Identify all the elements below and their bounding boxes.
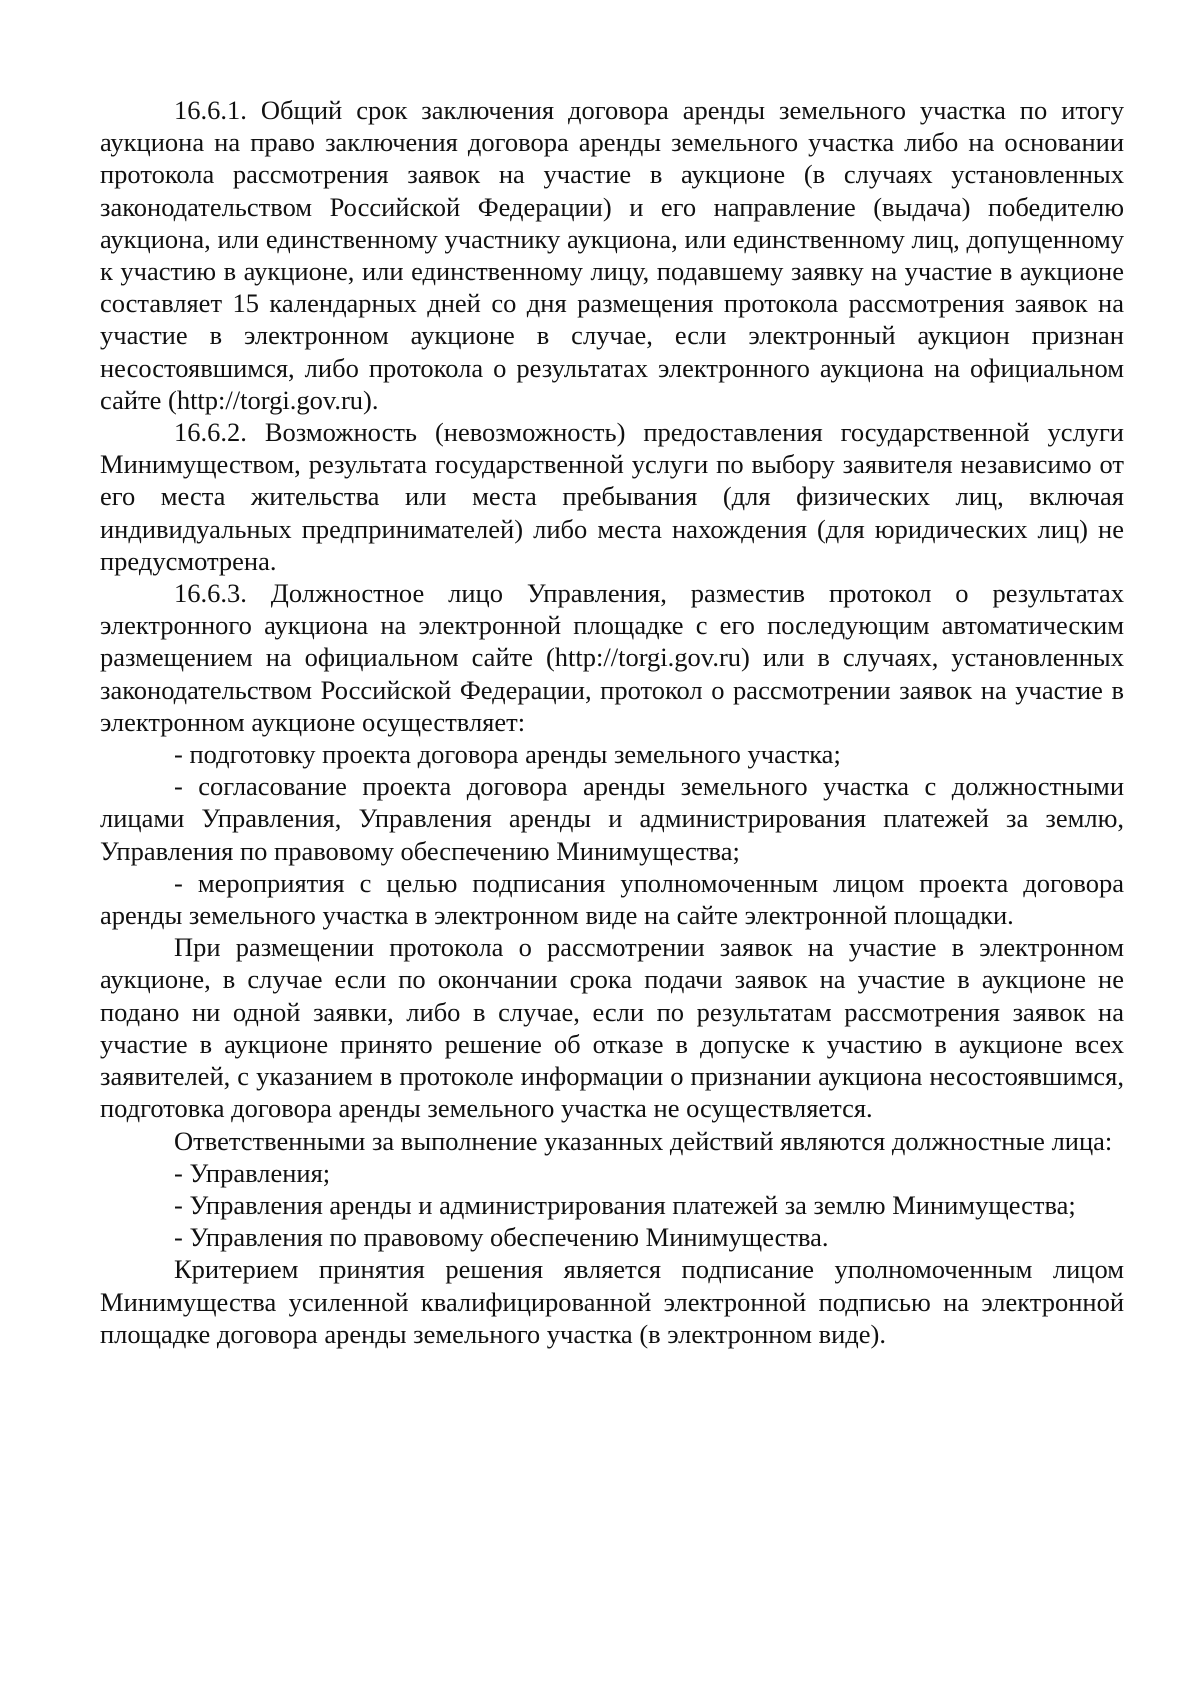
- list-item-lease-management: - Управления аренды и администрирования платежей за землю Минимущества;: [174, 1189, 1076, 1220]
- paragraph-no-applications: При размещении протокола о рассмотрении заявок на участие в электронном аукционе, в случае если по окончании срока подачи заявок на участие в аукционе не подано ни одной заявки, либо в случае, если по результатам рассмотрения заявок на участие в аукционе принято решение об отказе в допуске к участию в аукционе всех заявителей, с указанием в протоколе информации о признании аукциона несостоявшимся, подготовка договора аренды земельного участка не осуществляется.: [100, 932, 1124, 1124]
- paragraph-16-6-1: 16.6.1. Общий срок заключения договора аренды земельного участка по итогу аукциона на право заключения договора аренды земельного участка либо на основании протокола рассмотрения заявок на участие в аукционе (в случаях установленных законодательством Российской Федерации) и его направление (выдача) победителю аукциона, или единственному участнику аукциона, или единственному лиц, допущенному к участию в аукционе, или единственному лицу, подавшему заявку на участие в аукционе составляет 15 календарных дней со дня размещения протокола рассмотрения заявок на участие в электронном аукционе в случае, если электронный аукцион признан несостоявшимся, либо протокола о результатах электронного аукциона на официальном сайте (http://torgi.gov.ru).: [100, 95, 1124, 415]
- list-item-approval: - согласование проекта договора аренды земельного участка с должностными лицами Управления, Управления аренды и администрирования платежей за землю, Управления по правовому обеспечению Минимущества;: [100, 771, 1124, 866]
- list-item-draft-contract: - подготовку проекта договора аренды земельного участка;: [174, 739, 841, 770]
- paragraph-responsible-persons: Ответственными за выполнение указанных действий являются должностные лица:: [174, 1125, 1113, 1156]
- paragraph-16-6-2: 16.6.2. Возможность (невозможность) предоставления государственной услуги Минимуществом, результата государственной услуги по выбору заявителя независимо от его места жительства или места пребывания (для физических лиц, включая индивидуальных предпринимателей) либо места нахождения (для юридических лиц) не предусмотрена.: [100, 417, 1124, 576]
- list-item-signing: - мероприятия с целью подписания уполномоченным лицом проекта договора аренды земельного участка в электронном виде на сайте электронной площадки.: [100, 867, 1124, 931]
- list-item-legal-support: - Управления по правовому обеспечению Минимущества.: [174, 1222, 829, 1253]
- document-page: [100, 94, 1124, 1350]
- paragraph-decision-criterion: Критерием принятия решения является подписание уполномоченным лицом Минимущества усиленной квалифицированной электронной подписью на электронной площадке договора аренды земельного участка (в электронном виде).: [100, 1254, 1124, 1349]
- paragraph-16-6-3: 16.6.3. Должностное лицо Управления, разместив протокол о результатах электронного аукциона на электронной площадке с его последующим автоматическим размещением на официальном сайте (http://torgi.gov.ru) или в случаях, установленных законодательством Российской Федерации, протокол о рассмотрении заявок на участие в электронном аукционе осуществляет:: [100, 578, 1124, 737]
- list-item-management: - Управления;: [174, 1157, 331, 1188]
